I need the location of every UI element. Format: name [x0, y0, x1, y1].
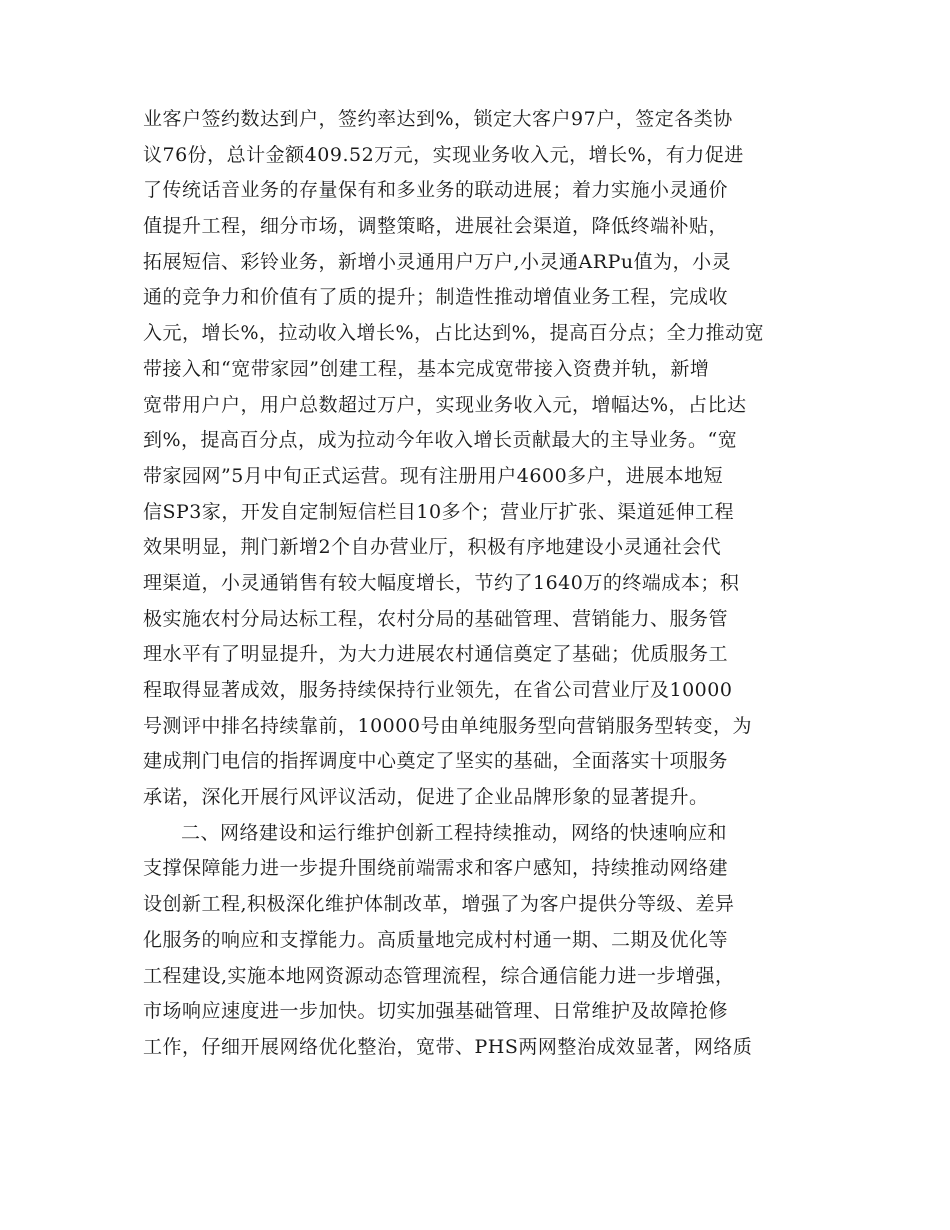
text-line: 议76份，总计金额409.52万元，实现业务收入元，增长%，有力促进	[143, 143, 744, 166]
text-line: 建成荆门电信的指挥调度中心奠定了坚实的基础，全面落实十项服务	[143, 750, 729, 773]
text-line: 理水平有了明显提升，为大力进展农村通信奠定了基础；优质服务工	[143, 643, 729, 666]
body-text	[143, 102, 823, 1066]
text-line: 效果明显，荆门新增2个自办营业厅，积极有序地建设小灵通社会代	[143, 536, 722, 559]
text-line: 市场响应速度进一步加快。切实加强基础管理、日常维护及故障抢修	[143, 1000, 729, 1023]
text-line: 工作，仔细开展网络优化整治，宽带、PHS两网整治成效显著，网络质	[143, 1035, 753, 1058]
text-line: 值提升工程，细分市场，调整策略，进展社会渠道，降低终端补贴，	[143, 215, 729, 238]
text-line: 承诺，深化开展行风评议活动，促进了企业品牌形象的显著提升。	[143, 786, 709, 809]
text-line: 通的竞争力和价值有了质的提升；制造性推动增值业务工程，完成收	[143, 286, 729, 309]
text-line: 极实施农村分局达标工程，农村分局的基础管理、营销能力、服务管	[143, 607, 729, 630]
text-line: 宽带用户户，用户总数超过万户，实现业务收入元，增幅达%，占比达	[143, 393, 747, 416]
text-line: 工程建设,实施本地网资源动态管理流程，综合通信能力进一步增强，	[143, 964, 735, 987]
text-line: 支撑保障能力进一步提升围绕前端需求和客户感知，持续推动网络建	[143, 857, 729, 880]
text-line: 信SP3家，开发自定制短信栏目10多个；营业厅扩张、渠道延伸工程	[143, 500, 735, 523]
text-line: 带接入和“宽带家园”创建工程，基本完成宽带接入资费并轨，新增	[143, 357, 710, 380]
text-line: 号测评中排名持续靠前，10000号由单纯服务型向营销服务型转变，为	[143, 714, 752, 737]
section-heading-line: 二、网络建设和运行维护创新工程持续推动，网络的快速响应和	[181, 821, 728, 844]
text-line: 业客户签约数达到户，签约率达到%，锁定大客户97户，签定各类协	[143, 108, 733, 130]
text-line: 到%，提高百分点，成为拉动今年收入增长贡献最大的主导业务。“宽	[143, 429, 738, 452]
text-line: 理渠道，小灵通销售有较大幅度增长，节约了1640万的终端成本；积	[143, 571, 740, 594]
text-line: 设创新工程,积极深化维护体制改革，增强了为客户提供分等级、差异	[143, 893, 735, 916]
text-line: 程取得显著成效，服务持续保持行业领先，在省公司营业厅及10000	[143, 679, 733, 701]
text-line: 拓展短信、彩铃业务，新增小灵通用户万户,小灵通ARPu值为，小灵	[143, 250, 732, 273]
text-line: 了传统话音业务的存量保有和多业务的联动进展；着力实施小灵通价	[143, 179, 729, 202]
text-line: 带家园网”5月中旬正式运营。现有注册用户4600多户，进展本地短	[143, 464, 724, 487]
text-line: 入元，增长%，拉动收入增长%，占比达到%，提高百分点；全力推动宽	[143, 322, 765, 345]
text-line: 化服务的响应和支撑能力。高质量地完成村村通一期、二期及优化等	[143, 928, 729, 951]
